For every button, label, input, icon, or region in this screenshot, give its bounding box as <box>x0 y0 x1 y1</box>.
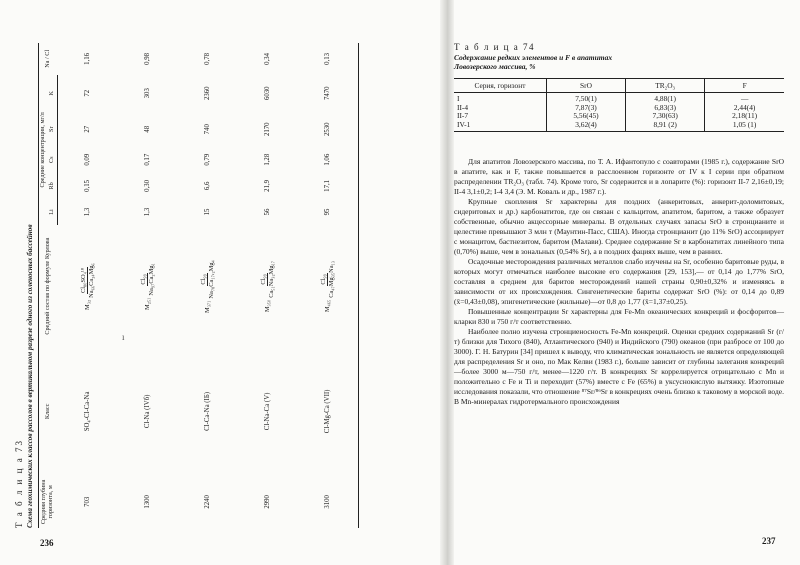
sro-value: 7,87(3) <box>575 102 597 112</box>
cell-formula <box>57 225 118 347</box>
table-74-caption: Т а б л и ц а 74 <box>454 42 535 52</box>
header-na-cl: Na / Cl <box>39 43 58 75</box>
paragraph: Осадочные месторождения различных металлов слабо изучены на Sr, особенно баритовые руды, в которых могут отмечаться наиболее высокие его содержания [29, 153],— от 0,14 до 1,77% SrO, составляя в среднем для баритов месторождений нашей страны 0,90±0,32% и изменяясь в зависимости от их происхождения. Сингенетические бариты содержат SrO (%): от 0,14 до 0,89 (x̄=0,43±0,08), эпигенетические (жильные)—от 0,8 до 1,77 (x̄=1,37±0,25). <box>454 256 784 306</box>
cell-depth: 2990 <box>264 495 272 509</box>
table-74-title <box>454 54 774 71</box>
header-k: K <box>48 75 57 112</box>
table-74 <box>454 78 784 132</box>
formula-cations: Ca₅₁Na₃₂Mg₁₇ <box>268 261 276 298</box>
cell-cs: 0,79 <box>204 153 212 166</box>
header-li: Li <box>48 199 57 225</box>
paragraph: Для апатитов Ловозерского массива, по Т. А. Ифантопуло с соавторами (1985 г.), содержание SrO в апатите, как и F, также повышается в расслоенном горизонте от IV к I серии при обратном распределении TR₂O₃ (табл. 74). Кроме того, Sr содержится и в лопарите (%): горизонт II-7 2,16±0,19; II-4 3,1±0,2; I-4 3,4 (Э. М. Коваль и др., 1987 г.). <box>454 157 784 196</box>
cell-li: 56 <box>264 208 272 216</box>
cell-sr: 48 <box>144 125 152 133</box>
cell-li: 15 <box>204 208 212 216</box>
formula-cations: Na₉₇Ca₂Mg₁ <box>148 263 156 296</box>
table-row <box>298 43 359 528</box>
cell-na-cl: 0,13 <box>298 43 359 75</box>
series-value: II-4 <box>457 102 469 112</box>
cell-f <box>705 93 784 132</box>
cell-k: 72 <box>84 89 92 97</box>
formula-mineralization: M₃₂ <box>83 299 91 310</box>
cell-k: 7470 <box>298 75 359 112</box>
header-sro: SrO <box>546 79 625 93</box>
header-depth: Средняя глубина горизонта, м <box>39 476 58 528</box>
formula-anions: Cl₈₀SO₄¹⁸ <box>79 268 87 294</box>
cell-li: 1,3 <box>84 207 92 217</box>
series-value: I <box>457 94 460 103</box>
page-fold <box>440 0 454 565</box>
cell-formula <box>178 225 238 347</box>
cell-class: SO₄-Cl-Ca-Na <box>83 391 91 432</box>
cell-rb: 0,15 <box>84 179 92 192</box>
cell-formula <box>238 225 298 347</box>
cell-li: 1,3 <box>144 207 152 217</box>
cell-cs: 1,28 <box>264 153 272 166</box>
sro-value: 7,50(1) <box>575 94 597 103</box>
cell-rb: 21,9 <box>264 179 272 192</box>
table-74-title-line2: Ловозерского массива, % <box>454 61 536 71</box>
cell-cs: 1,06 <box>298 147 359 173</box>
header-sr: Sr <box>48 112 57 147</box>
formula-mineralization: M₄₆₅ <box>324 299 332 313</box>
sro-value: 3,62(4) <box>575 119 597 129</box>
cell-class: Cl-Mg-Ca (VII) <box>298 347 359 476</box>
series-value: II-7 <box>457 111 469 121</box>
page-number-left: 236 <box>40 538 54 548</box>
table-73-caption: Т а б л и ц а 73 <box>14 439 24 528</box>
cell-depth: 703 <box>83 496 91 507</box>
header-tr2o3: TR₂O₃ <box>626 79 705 93</box>
table-74-title-line1: Содержание редких элементов и F в апатитах <box>454 53 613 62</box>
cell-rb: 17,1 <box>298 173 359 199</box>
cell-na-cl: 0,34 <box>264 52 272 65</box>
tr2o3-value: 8,91 (2) <box>653 119 677 129</box>
cell-cs: 0,17 <box>144 153 152 166</box>
header-series: Серия, горизонт <box>454 79 546 93</box>
table-row <box>57 43 118 528</box>
cell-k: 303 <box>144 88 152 99</box>
cell-class: Cl-Ca-Na (IБ) <box>204 392 212 431</box>
table-row <box>238 43 298 528</box>
cell-na-cl: 0,98 <box>144 52 152 65</box>
stray-mark: ı <box>122 332 125 342</box>
tr2o3-value: 4,88(1) <box>654 94 676 103</box>
page-number-right: 237 <box>762 536 776 546</box>
header-f: F <box>705 79 784 93</box>
formula-mineralization: M₃₇₁ <box>204 300 212 313</box>
paragraph: Наиболее полно изучена стронциеносность Fe-Mn конкреций. Оценки средних содержаний Sr (г/т) близки для Тихого (840), Атлантического (940) и Индийского (790) океанов (при разбросе от 100 до 3000). Г. Н. Батурин [34] пришел к выводу, что климатическая зональность не является определяющей для распределения Sr и оно, по Мак Келви (1983 г.), больше зависит от глубины залегания конкреций—более 3000 м—750 г/т, менее—1220 г/т. В конкрециях Sr коррелируется отрицательно с Mn и положительно с Fe и Ti и переходит (57%) вместе с Fe (65%) в уксуснокислую вытяжку. Изотопные исследования показали, что отношение ⁸⁷Sr/⁸⁶Sr в конкрециях очень близко к таковому в морской воде. В Mn-минералах гидротермального происхождения <box>454 326 784 406</box>
formula-anions: Cl₉₉ <box>140 274 148 285</box>
cell-li: 95 <box>298 199 359 225</box>
formula-mineralization: M₃₅₀ <box>264 299 272 313</box>
table-73-block <box>14 33 404 528</box>
cell-na-cl: 1,16 <box>83 52 91 65</box>
cell-na-cl: 0,78 <box>204 52 212 65</box>
header-class: Класс <box>39 347 58 476</box>
formula-mineralization: M₂₅₁ <box>144 297 152 310</box>
formula-anions: Cl₉₉ <box>260 274 268 285</box>
header-concentrations: Средние концентрации, мг/л <box>39 75 48 225</box>
f-value: 2,44(4) <box>733 102 756 112</box>
cell-sr: 27 <box>84 125 92 133</box>
paragraph: Крупные скопления Sr характерны для поздних (анкеритовых, анкерит-доломитовых, сидеритовых и др.) карбонатитов, где он связан с кальцитом, апатитом, баритом, а также образует собственные, обычно акцессорные минералы. В отдельных случаях запасы SrO в стронцианите и целестине превышают 3 млн т (Маунтин-Пасс, США). Иногда стронцианит (до 11% SrO) ассоциирует с монацитом, бастнезитом, баритом (Малави). Среднее содержание Sr в карбонатитах линейного типа (0,70%) выше, чем в зональных (0,54% Sr), а в поздних фациях выше, чем в ранних. <box>454 196 784 256</box>
cell-cs: 0,09 <box>84 153 92 166</box>
series-value: IV-1 <box>457 119 471 129</box>
f-value: — <box>740 94 749 103</box>
body-text <box>454 157 784 407</box>
cell-rb: 6,6 <box>204 181 212 191</box>
table-row <box>178 43 238 528</box>
table-73 <box>38 43 359 528</box>
cell-rb: 0,30 <box>144 179 152 192</box>
table-row <box>454 93 784 132</box>
cell-formula <box>118 225 178 347</box>
cell-class: Cl-Na-Ca (V) <box>264 392 272 431</box>
f-value: 1,05 (1) <box>732 119 757 129</box>
tr2o3-value: 6,83(3) <box>654 102 676 112</box>
cell-depth: 2240 <box>204 495 212 509</box>
formula-anions: Cl₉₉ <box>320 274 328 285</box>
header-formula: Средний состав по формуле Курлова <box>39 225 58 347</box>
f-value: 2,18(11) <box>732 111 758 121</box>
cell-tr2o3 <box>626 93 705 132</box>
cell-depth: 1300 <box>144 495 152 509</box>
table-row <box>118 43 178 528</box>
formula-cations: Na₆₆Ca₂₄Mg₆ <box>87 263 95 298</box>
cell-sr: 2530 <box>298 112 359 147</box>
cell-formula <box>298 225 359 347</box>
cell-sr: 740 <box>204 124 212 135</box>
cell-sro <box>546 93 625 132</box>
cell-k: 6030 <box>264 86 272 101</box>
cell-sr: 2170 <box>264 122 272 137</box>
formula-anions: Cl₉₉ <box>200 274 208 285</box>
tr2o3-value: 7,30(63) <box>652 111 678 121</box>
paragraph: Повышенные концентрации Sr характерны для Fe-Mn океанических конкреций и фосфоритов—кларки 830 и 750 г/т соответственно. <box>454 306 784 326</box>
formula-cations: Na₇₈Ca₁₇,₂Mg₄ <box>208 260 216 299</box>
formula-cations: Ca₄₇Mg₃₅Na₁₃ <box>328 261 336 298</box>
cell-k: 2360 <box>204 86 212 101</box>
cell-series <box>454 93 546 132</box>
sro-value: 5,56(45) <box>573 111 599 121</box>
cell-class: Cl-Na (IVб) <box>144 394 152 429</box>
table-73-title: Схема геохимических классов рассолов в вертикальном разрезе одного из соленосных бассейнов <box>26 224 34 528</box>
cell-depth: 3100 <box>298 476 359 528</box>
header-rb: Rb <box>48 173 57 199</box>
header-cs: Cs <box>48 147 57 173</box>
